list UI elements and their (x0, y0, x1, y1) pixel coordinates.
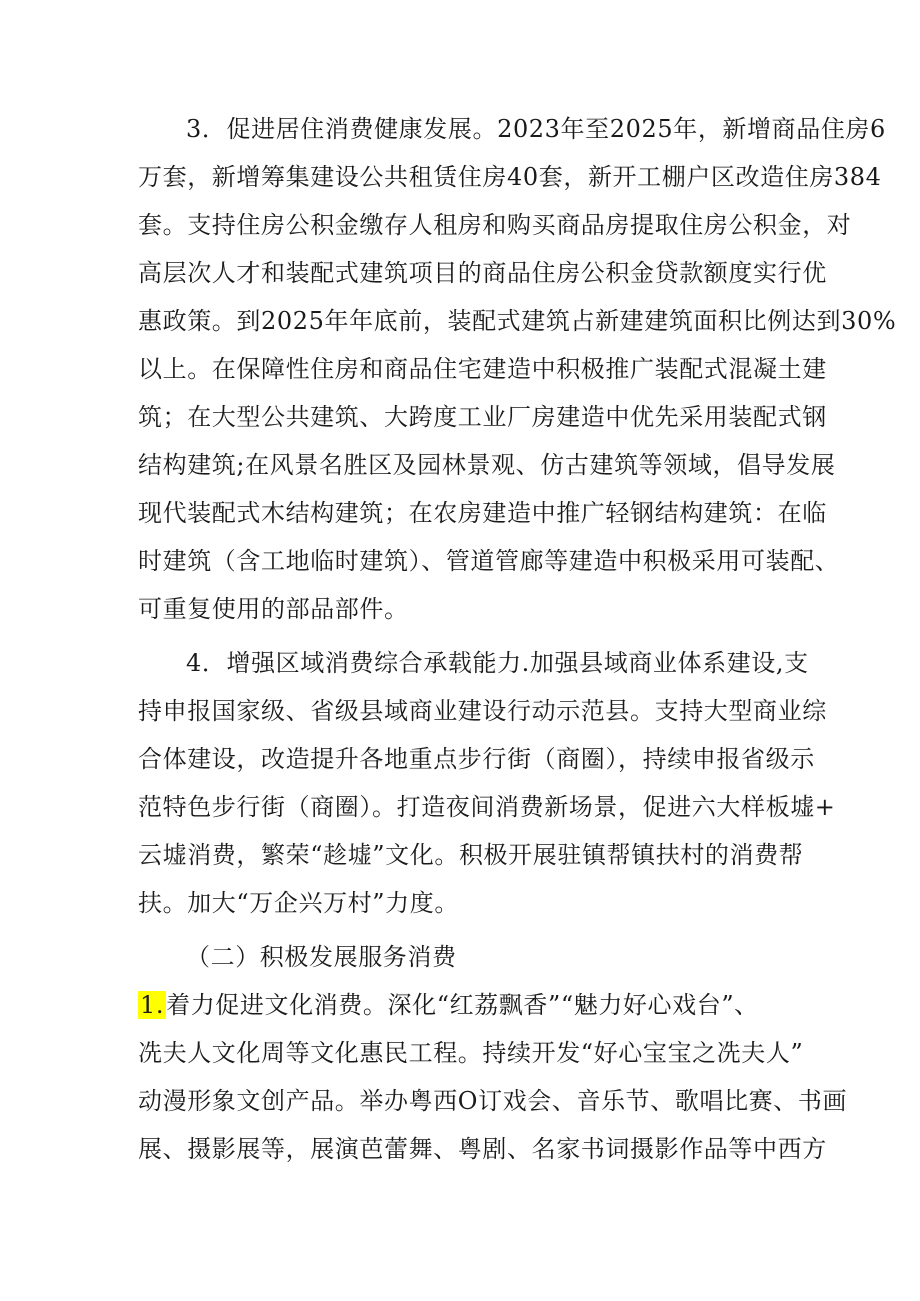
paragraph-line: 惠政策。到2025年年底前，装配式建筑占新建建筑面积比例达到30% (138, 307, 897, 335)
paragraph-line: 套。支持住房公积金缴存人租房和购买商品房提取住房公积金，对 (138, 211, 852, 239)
paragraph-line: 结构建筑;在风景名胜区及园林景观、仿古建筑等领域，倡导发展 (138, 451, 836, 479)
paragraph-line: 筑；在大型公共建筑、大跨度工业厂房建造中优先采用装配式钢 (138, 403, 827, 431)
paragraph-line (138, 988, 798, 1022)
paragraph-line: 云墟消费，繁荣“趁墟”文化。积极开展驻镇帮镇扶村的消费帮 (138, 841, 804, 869)
paragraph-line: 范特色步行街（商圈）。打造夜间消费新场景，促进六大样板墟+ (138, 793, 836, 821)
paragraph-line: 展、摄影展等，展演芭蕾舞、粤剧、名家书词摄影作品等中西方 (138, 1135, 827, 1163)
paragraph-line: 4．增强区域消费综合承载能力.加强县域商业体系建设,支 (186, 649, 809, 677)
paragraph-line: 现代装配式木结构建筑；在农房建造中推广轻钢结构建筑：在临 (138, 499, 827, 527)
paragraph-line: 持申报国家级、省级县域商业建设行动示范县。支持大型商业综 (138, 697, 827, 725)
paragraph-line: 以上。在保障性住房和商品住宅建造中积极推广装配式混凝土建 (138, 355, 827, 383)
highlighted-number: 1. (140, 991, 165, 1019)
paragraph-line: 冼夫人文化周等文化惠民工程。持续开发“好心宝宝之冼夫人” (138, 1039, 804, 1067)
paragraph-line: 合体建设，改造提升各地重点步行街（商圈），持续申报省级示 (138, 745, 815, 773)
paragraph-line: 高层次人才和装配式建筑项目的商品住房公积金贷款额度实行优 (138, 259, 827, 287)
paragraph-text: 着力促进文化消费。深化“红荔飘香”“魅力好心戏台”、 (166, 991, 759, 1019)
paragraph-line: 可重复使用的部品部件。 (138, 595, 409, 623)
paragraph-line: 万套，新增筹集建设公共租赁住房40套，新开工棚户区改造住房384 (138, 163, 882, 191)
section-heading: （二）积极发展服务消费 (186, 943, 457, 971)
paragraph-line: 扶。加大“万企兴万村”力度。 (138, 889, 459, 917)
paragraph-line: 动漫形象文创产品。举办粤西O订戏会、音乐节、歌唱比赛、书画 (138, 1087, 848, 1115)
paragraph-line: 时建筑（含工地临时建筑）、管道管廊等建造中积极采用可装配、 (138, 547, 840, 575)
paragraph-line: 3．促进居住消费健康发展。2023年至2025年，新增商品住房6 (186, 115, 886, 143)
